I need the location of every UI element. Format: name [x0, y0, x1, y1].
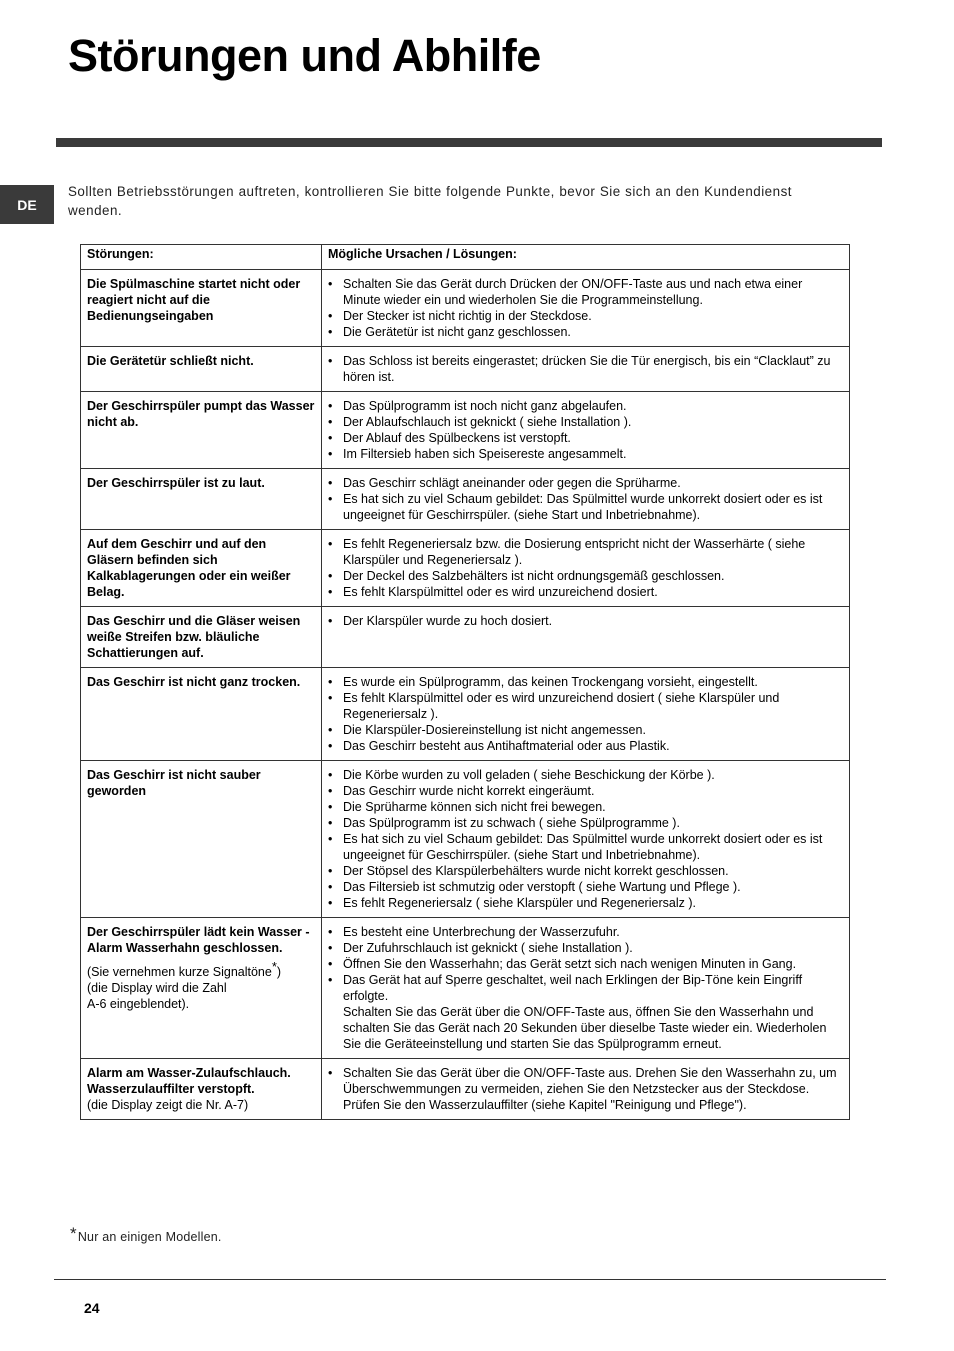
fault-cell: [81, 607, 322, 668]
cause-item-continuation: Prüfen Sie den Wasserzulauffilter (siehe Kapitel "Reinigung und Pflege").: [343, 1098, 747, 1112]
fault-text: Die Spülmaschine startet nicht oder reagiert nicht auf die Bedienungseingaben: [87, 277, 301, 323]
troubleshooting-table: [80, 244, 850, 1120]
cause-item-text: Schalten Sie das Gerät über die ON/OFF-Taste aus. Drehen Sie den Wasserhahn zu, um Überschwemmungen zu vermeiden, ziehen Sie den Netzstecker aus der Steckdose.: [343, 1066, 837, 1096]
cause-item: • Es wurde ein Spülprogramm, das keinen Trockengang vorsieht, eingestellt.: [328, 674, 843, 690]
cause-item: • Die Gerätetür ist nicht ganz geschlossen.: [328, 324, 843, 340]
fault-cell: [81, 530, 322, 607]
fault-note: [87, 959, 315, 1012]
cause-item: • Der Stöpsel des Klarspülerbehälters wurde nicht korrekt geschlossen.: [328, 863, 843, 879]
table-row: [81, 270, 850, 347]
cause-item: • Die Körbe wurden zu voll geladen ( siehe Beschickung der Körbe ).: [328, 767, 843, 783]
fault-cell: [81, 668, 322, 761]
fault-cell: [81, 761, 322, 918]
language-tab: DE: [0, 185, 54, 224]
causes-cell: [322, 392, 850, 469]
table-header-row: [81, 245, 850, 270]
cause-item: • Das Schloss ist bereits eingerastet; drücken Sie die Tür energisch, bis ein “Clacklaut” zu hören ist.: [328, 353, 843, 385]
cause-list: [328, 767, 843, 911]
cause-list: [328, 398, 843, 462]
causes-cell: [322, 761, 850, 918]
footnote-text: Nur an einigen Modellen.: [77, 1230, 222, 1244]
cause-item: • Es fehlt Klarspülmittel oder es wird unzureichend dosiert.: [328, 584, 843, 600]
fault-cell: [81, 918, 322, 1059]
causes-cell: [322, 918, 850, 1059]
cause-list: [328, 1065, 843, 1113]
cause-item: • Öffnen Sie den Wasserhahn; das Gerät setzt sich nach wenigen Minuten in Gang.: [328, 956, 843, 972]
title-divider: [56, 138, 882, 147]
causes-cell: [322, 1059, 850, 1120]
fault-text: Alarm am Wasser-Zulaufschlauch. Wasserzulauffilter verstopft.: [87, 1066, 291, 1096]
cause-item: • Schalten Sie das Gerät durch Drücken der ON/OFF-Taste aus und nach etwa einer Minute wieder ein und wiederholen Sie die Programmeinstellung.: [328, 276, 843, 308]
fault-note-b: ): [276, 965, 282, 979]
cause-item: • Die Klarspüler-Dosiereinstellung ist nicht angemessen.: [328, 722, 843, 738]
fault-text: Das Geschirr ist nicht ganz trocken.: [87, 675, 301, 689]
fault-note: (die Display zeigt die Nr. A-7): [87, 1098, 249, 1112]
cause-list: [328, 613, 843, 629]
cause-item: • Der Zufuhrschlauch ist geknickt ( siehe Installation ).: [328, 940, 843, 956]
fault-text: Die Gerätetür schließt nicht.: [87, 354, 254, 368]
causes-cell: [322, 607, 850, 668]
footer-divider: [54, 1279, 886, 1280]
fault-note-a: (Sie vernehmen kurze Signaltöne: [87, 965, 272, 979]
cause-list: [328, 475, 843, 523]
table-row: [81, 761, 850, 918]
causes-cell: [322, 469, 850, 530]
table-row: [81, 469, 850, 530]
cause-list: [328, 276, 843, 340]
table-row-water: [81, 918, 850, 1059]
fault-text: Der Geschirrspüler ist zu laut.: [87, 476, 265, 490]
cause-item: • Das Spülprogramm ist zu schwach ( siehe Spülprogramme ).: [328, 815, 843, 831]
fault-text: Das Geschirr und die Gläser weisen weiße Streifen bzw. bläuliche Schattierungen auf.: [87, 614, 301, 660]
cause-item: • Es hat sich zu viel Schaum gebildet: Das Spülmittel wurde unkorrekt dosiert oder es ist ungeeignet für Geschirrspüler. (siehe Start und Inbetriebnahme).: [328, 491, 843, 523]
intro-text: Sollten Betriebsstörungen auftreten, kontrollieren Sie bitte folgende Punkte, bevor Sie sich an den Kundendienst wenden.: [68, 184, 792, 218]
fault-cell: [81, 469, 322, 530]
fault-text: Der Geschirrspüler lädt kein Wasser - Alarm Wasserhahn geschlossen.: [87, 925, 310, 955]
cause-item: • Es hat sich zu viel Schaum gebildet: Das Spülmittel wurde unkorrekt dosiert oder es ist ungeeignet für Geschirrspüler. (siehe Start und Inbetriebnahme).: [328, 831, 843, 863]
fault-text: Der Geschirrspüler pumpt das Wasser nicht ab.: [87, 399, 315, 429]
cause-item: • Es besteht eine Unterbrechung der Wasserzufuhr.: [328, 924, 843, 940]
table-row: [81, 668, 850, 761]
cause-item: • Die Sprüharme können sich nicht frei bewegen.: [328, 799, 843, 815]
cause-item-continuation: Schalten Sie das Gerät über die ON/OFF-Taste aus, öffnen Sie den Wasserhahn und schalten Sie das Gerät nach 20 Sekunden über dieselbe Taste wieder ein. Wiederholen Sie die Geräteeinstellung und starten Sie das Spülprogramm erneut.: [343, 1005, 827, 1051]
cause-list: [328, 674, 843, 754]
fault-note-c: (die Display wird die Zahl: [87, 981, 227, 995]
page-title: Störungen und Abhilfe: [68, 30, 541, 81]
fault-text: Das Geschirr ist nicht sauber geworden: [87, 768, 261, 798]
header-causes: Mögliche Ursachen / Lösungen:: [322, 245, 850, 270]
page-number: 24: [84, 1300, 100, 1316]
footnote: [70, 1224, 222, 1244]
cause-item: • Das Geschirr schlägt aneinander oder gegen die Sprüharme.: [328, 475, 843, 491]
footnote-marker: *: [271, 959, 277, 974]
causes-cell: [322, 530, 850, 607]
cause-item: • Es fehlt Regeneriersalz ( siehe Klarspüler und Regeneriersalz ).: [328, 895, 843, 911]
fault-cell: [81, 392, 322, 469]
cause-item: • Das Spülprogramm ist noch nicht ganz abgelaufen.: [328, 398, 843, 414]
cause-item: [328, 1065, 843, 1113]
cause-item: [328, 972, 843, 1052]
cause-item-text: Das Gerät hat auf Sperre geschaltet, weil nach Erklingen der Bip-Töne kein Eingriff erfolgte.: [343, 973, 803, 1003]
cause-item: • Der Stecker ist nicht richtig in der Steckdose.: [328, 308, 843, 324]
fault-text: Auf dem Geschirr und auf den Gläsern befinden sich Kalkablagerungen oder ein weißer Belag.: [87, 537, 291, 599]
fault-note-d: A-6 eingeblendet).: [87, 997, 190, 1011]
header-faults: Störungen:: [81, 245, 322, 270]
cause-item: • Im Filtersieb haben sich Speisereste angesammelt.: [328, 446, 843, 462]
cause-list: [328, 924, 843, 1052]
table-row: [81, 392, 850, 469]
fault-cell: [81, 1059, 322, 1120]
causes-cell: [322, 347, 850, 392]
causes-cell: [322, 270, 850, 347]
footnote-star: *: [70, 1224, 77, 1243]
cause-item: • Der Deckel des Salzbehälters ist nicht ordnungsgemäß geschlossen.: [328, 568, 843, 584]
cause-item: • Das Geschirr wurde nicht korrekt eingeräumt.: [328, 783, 843, 799]
table-row: [81, 607, 850, 668]
cause-item: • Der Ablaufschlauch ist geknickt ( siehe Installation ).: [328, 414, 843, 430]
cause-item: • Der Ablauf des Spülbeckens ist verstopft.: [328, 430, 843, 446]
cause-item: • Das Filtersieb ist schmutzig oder verstopft ( siehe Wartung und Pflege ).: [328, 879, 843, 895]
cause-item: • Der Klarspüler wurde zu hoch dosiert.: [328, 613, 843, 629]
table-row: [81, 530, 850, 607]
table-row: [81, 347, 850, 392]
table-row-filter: [81, 1059, 850, 1120]
cause-list: [328, 353, 843, 385]
fault-cell: [81, 347, 322, 392]
fault-cell: [81, 270, 322, 347]
causes-cell: [322, 668, 850, 761]
cause-list: [328, 536, 843, 600]
cause-item: • Das Geschirr besteht aus Antihaftmaterial oder aus Plastik.: [328, 738, 843, 754]
cause-item: • Es fehlt Klarspülmittel oder es wird unzureichend dosiert ( siehe Klarspüler und Regeneriersalz ).: [328, 690, 843, 722]
cause-item: • Es fehlt Regeneriersalz bzw. die Dosierung entspricht nicht der Wasserhärte ( siehe Klarspüler und Regeneriersalz ).: [328, 536, 843, 568]
